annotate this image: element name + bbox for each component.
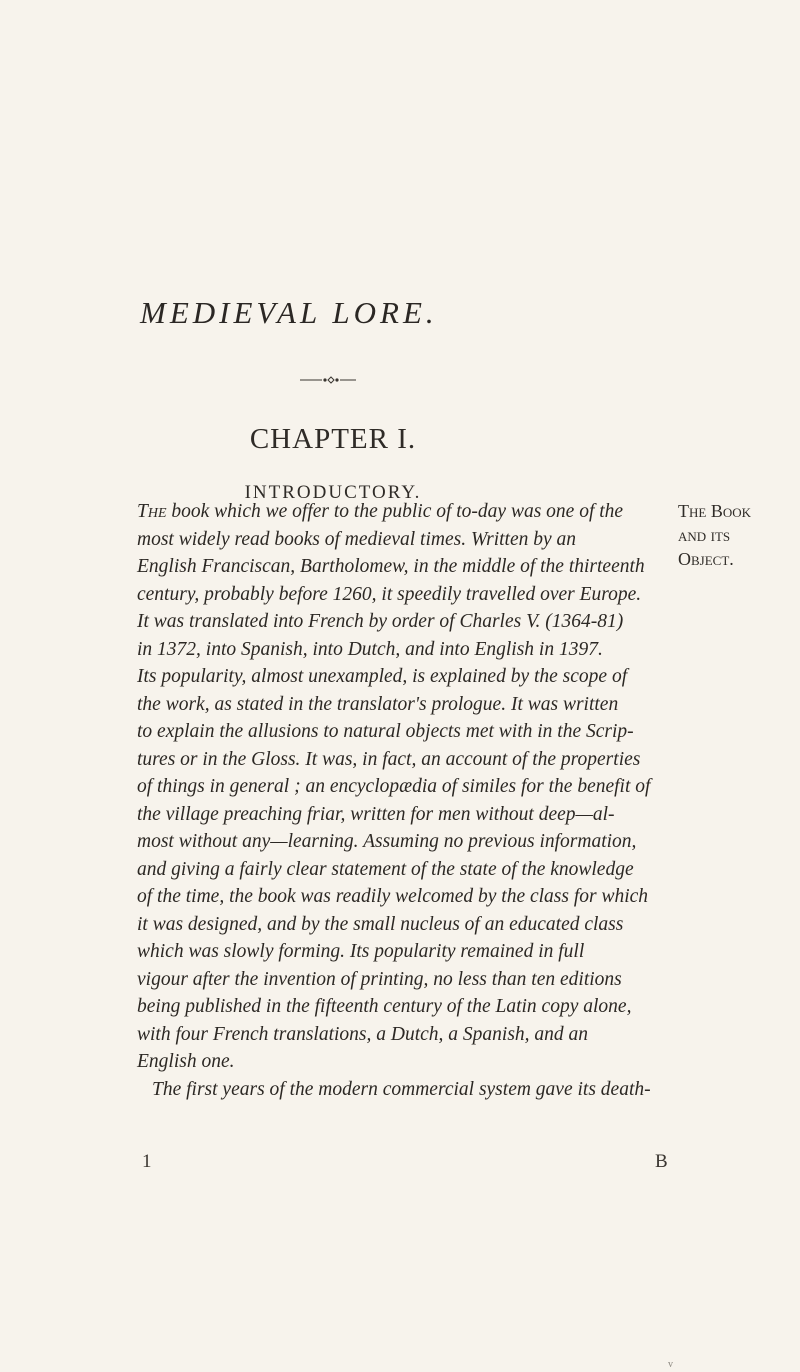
text-line-content: book which we offer to the public of to-day was one of the: [171, 501, 624, 522]
chapter-heading: CHAPTER I.: [249, 423, 417, 455]
side-note-line: The Book: [678, 501, 751, 521]
side-note-line: and its: [678, 525, 731, 545]
text-line: [137, 498, 672, 526]
text-line: which was slowly forming. Its popularity remained in full: [137, 941, 585, 962]
text-line: It was translated into French by order of Charles V. (1364-81): [137, 611, 624, 632]
side-note: [678, 499, 800, 571]
text-line: Its popularity, almost unexampled, is explained by the scope of: [137, 666, 628, 687]
text-line: it was designed, and by the small nucleus of an educated class: [137, 913, 624, 935]
text-line: most without any—learning. Assuming no previous information,: [137, 831, 637, 852]
page-number: 1: [142, 1151, 152, 1172]
body-text: [137, 498, 672, 1103]
ornament-rule: [298, 375, 358, 385]
text-line: of the time, the book was readily welcomed by the class for which: [137, 886, 649, 907]
text-line: the work, as stated in the translator's prologue. It was written: [137, 693, 619, 715]
text-line: and giving a fairly clear statement of the state of the knowledge: [137, 858, 634, 880]
text-line: of things in general ; an encyclopædia of similes for the benefit of: [137, 776, 651, 797]
stray-mark: v: [668, 1359, 673, 1370]
text-line: the village preaching friar, written for men without deep—al-: [137, 803, 615, 825]
lead-in-word: The: [137, 501, 167, 522]
text-line: English one.: [137, 1051, 235, 1072]
text-line: to explain the allusions to natural objects met with in the Scrip-: [137, 721, 634, 742]
chapter-subtitle: INTRODUCTORY.: [244, 482, 422, 503]
running-title: MEDIEVAL LORE.: [140, 295, 438, 330]
text-line: vigour after the invention of printing, no less than ten editions: [137, 968, 622, 990]
text-line: most widely read books of medieval times. Written by an: [137, 528, 577, 550]
text-line: century, probably before 1260, it speedily travelled over Europe.: [137, 583, 642, 605]
text-line: being published in the fifteenth century of the Latin copy alone,: [137, 996, 632, 1017]
text-line: tures or in the Gloss. It was, in fact, an account of the properties: [137, 748, 641, 770]
side-note-line: Object.: [678, 549, 734, 569]
text-line: with four French translations, a Dutch, a Spanish, and an: [137, 1023, 589, 1045]
text-line: in 1372, into Spanish, into Dutch, and into English in 1397.: [137, 638, 603, 660]
text-line: The first years of the modern commercial system gave its death-: [152, 1078, 651, 1100]
signature-mark: B: [655, 1151, 668, 1172]
text-line: English Franciscan, Bartholomew, in the middle of the thirteenth: [137, 556, 645, 577]
